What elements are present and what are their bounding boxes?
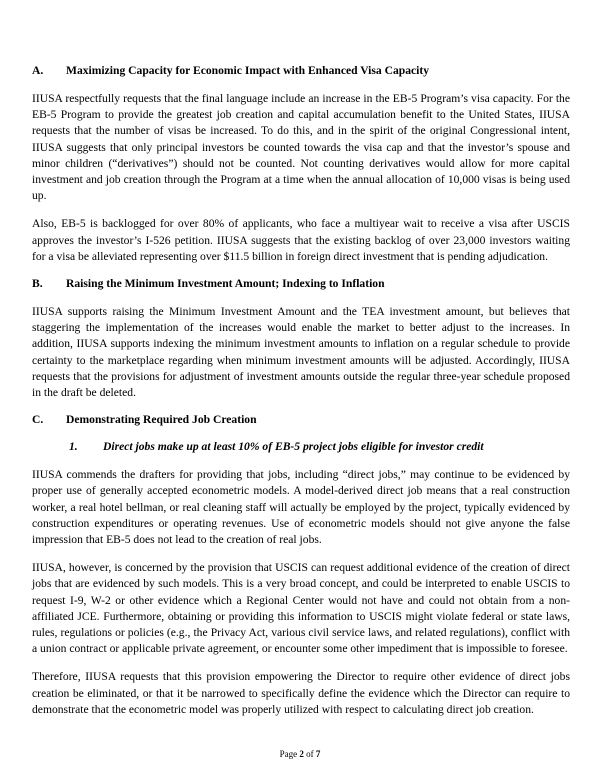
footer-of-word: of — [306, 749, 314, 759]
page-number-footer — [0, 749, 600, 759]
section-c-subheading-1 — [69, 440, 570, 454]
section-c-letter: C. — [32, 413, 44, 427]
document-body — [32, 64, 570, 718]
section-c-sub-title: Direct jobs make up at least 10% of EB-5 project jobs eligible for investor credit — [103, 440, 484, 454]
section-c-paragraph-3: Therefore, IIUSA requests that this provision empowering the Director to require other evidence of direct jobs creation be eliminated, or that it be narrowed to specifically define the evidence which the Director can require to demonstrate that the econometric model was properly utilized with respect to calculating direct job creation. — [32, 670, 570, 716]
section-b-paragraph-1: IIUSA supports raising the Minimum Investment Amount and the TEA investment amount, but believes that staggering the implementation of the increases would enable the market to better adjust to the increases. In addition, IIUSA supports indexing the minimum investment amounts to inflation on a regular schedule to provide certainty to the marketplace regarding when minimum investment amounts will be adjusted. Accordingly, IIUSA requests that the provisions for adjustment of investment amounts outside the regular three-year schedule proposed in the draft be deleted. — [32, 305, 570, 400]
section-c-paragraph-1: IIUSA commends the drafters for providing that jobs, including “direct jobs,” may continue to be evidenced by proper use of generally accepted econometric models. A model-derived direct job means that a real construction worker, a real hotel bellman, or real cleaning staff will actually be employed by the project, typically evidenced by construction expenditures or operating revenues. Use of econometric models should not give anyone the false impression that EB-5 does not lead to the creation of real jobs. — [32, 468, 570, 547]
section-c-title: Demonstrating Required Job Creation — [66, 413, 257, 427]
section-a-letter: A. — [32, 64, 44, 77]
section-a-paragraph-2: Also, EB-5 is backlogged for over 80% of applicants, who face a multiyear wait to receive a visa after USCIS approves the investor’s I-526 petition. IIUSA suggests that the existing backlog of over 23,000 investors waiting for a visa be alleviated representing over $11.5 billion in foreign direct investment that is pending adjudication. — [32, 217, 570, 263]
section-c-paragraph-2: IIUSA, however, is concerned by the provision that USCIS can request additional evidence of the creation of direct jobs that are evidenced by such models. This is a very broad concept, and could be interpreted to enable USCIS to request I-9, W-2 or other evidence which a Regional Center would not have and could not obtain from a non-affiliated JCE. Furthermore, obtaining or providing this information to USCIS might violate federal or state laws, rules, regulations or policies (e.g., the Privacy Act, various civil service laws, and related regulations), conflict with a union contract or applicable private agreement, or encounter some other impediment that is impossible to foresee. — [32, 561, 570, 656]
footer-current-page: 2 — [299, 749, 304, 759]
section-b-title: Raising the Minimum Investment Amount; Indexing to Inflation — [66, 277, 385, 291]
section-a-heading — [32, 64, 570, 78]
section-b-letter: B. — [32, 277, 43, 291]
section-a-paragraph-1: IIUSA respectfully requests that the final language include an increase in the EB-5 Program’s visa capacity. For the EB-5 Program to provide the greatest job creation and capital accumulation benefit to the United States, IIUSA requests that the number of visas be increased. To do this, and in the spirit of the original Congressional intent, IIUSA suggests that only principal investors be counted towards the visa cap and that the investor’s spouse and minor children (“derivatives”) should not be counted. Not counting derivatives would allow for more capital investment and job creation through the Program at a time when the annual allocation of 10,000 visas is being used up. — [32, 92, 570, 203]
footer-total-pages: 7 — [315, 749, 321, 759]
section-c-heading — [32, 413, 570, 427]
section-b-heading — [32, 277, 570, 291]
footer-page-word: Page — [279, 749, 298, 759]
section-c-sub-number: 1. — [69, 440, 78, 454]
section-a-title: Maximizing Capacity for Economic Impact with Enhanced Visa Capacity — [66, 64, 430, 77]
